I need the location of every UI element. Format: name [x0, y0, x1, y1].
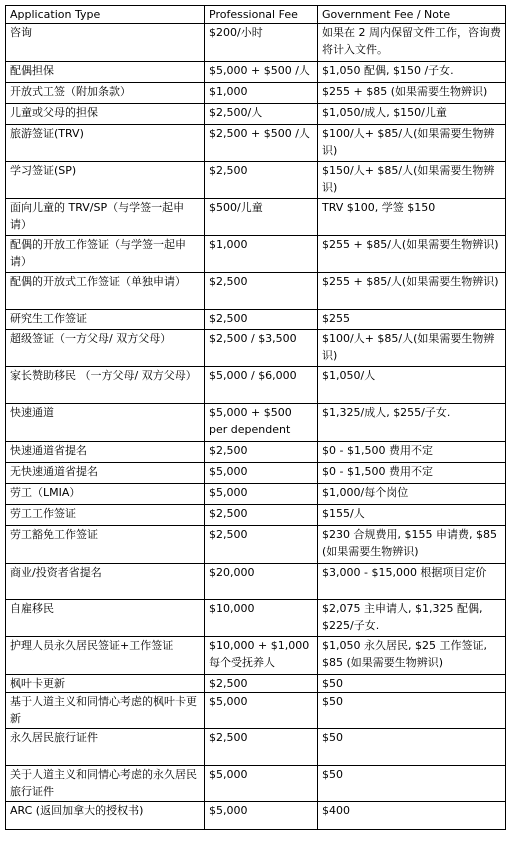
fee-table-body — [6, 24, 506, 830]
table-row — [6, 442, 506, 463]
application-type-cell: 研究生工作签证 — [6, 310, 205, 330]
government-fee-cell: $1,050 配偶, $150 /子女. — [318, 62, 506, 83]
application-type-cell: 咨询 — [6, 24, 205, 62]
application-type-cell: 关于人道主义和同情心考虑的永久居民旅行证件 — [6, 766, 205, 802]
application-type-cell: 快速通道省提名 — [6, 442, 205, 463]
header-application-type: Application Type — [6, 6, 205, 24]
professional-fee-cell: $2,500 — [205, 505, 318, 526]
professional-fee-cell: $1,000 — [205, 83, 318, 104]
government-fee-cell: $100/人+ $85/人(如果需要生物辨识) — [318, 330, 506, 367]
government-fee-cell: $50 — [318, 675, 506, 693]
table-row — [6, 104, 506, 125]
application-type-cell: 护理人员永久居民签证+工作签证 — [6, 637, 205, 675]
government-fee-cell: $50 — [318, 729, 506, 766]
professional-fee-cell: $5,000 + $500 /人 — [205, 62, 318, 83]
government-fee-cell: $1,325/成人, $255/子女. — [318, 404, 506, 442]
professional-fee-cell: $200/小时 — [205, 24, 318, 62]
fee-table-header — [6, 6, 506, 24]
professional-fee-cell: $20,000 — [205, 564, 318, 600]
application-type-cell: 劳工豁免工作签证 — [6, 526, 205, 564]
professional-fee-cell: $2,500 — [205, 526, 318, 564]
table-row — [6, 766, 506, 802]
table-row — [6, 526, 506, 564]
table-row — [6, 637, 506, 675]
table-row — [6, 273, 506, 310]
professional-fee-cell: $2,500 — [205, 675, 318, 693]
professional-fee-cell: $5,000 + $500 per dependent — [205, 404, 318, 442]
government-fee-cell: $255 + $85/人(如果需要生物辨识) — [318, 236, 506, 273]
government-fee-cell: $100/人+ $85/人(如果需要生物辨识) — [318, 125, 506, 162]
government-fee-cell: $2,075 主申请人, $1,325 配偶, $225/子女. — [318, 600, 506, 637]
application-type-cell: 劳工（LMIA） — [6, 484, 205, 505]
professional-fee-cell: $2,500 — [205, 729, 318, 766]
table-row — [6, 693, 506, 729]
table-row — [6, 505, 506, 526]
application-type-cell: 旅游签证(TRV) — [6, 125, 205, 162]
government-fee-cell: $3,000 - $15,000 根据项目定价 — [318, 564, 506, 600]
professional-fee-cell: $2,500 / $3,500 — [205, 330, 318, 367]
header-row — [6, 6, 506, 24]
government-fee-cell: $255 + $85/人(如果需要生物辨识) — [318, 273, 506, 310]
professional-fee-cell: $5,000 — [205, 766, 318, 802]
table-row — [6, 236, 506, 273]
government-fee-cell: TRV $100, 学签 $150 — [318, 199, 506, 236]
government-fee-cell: $150/人+ $85/人(如果需要生物辨识) — [318, 162, 506, 199]
table-row — [6, 310, 506, 330]
professional-fee-cell: $2,500 — [205, 310, 318, 330]
government-fee-cell: $255 — [318, 310, 506, 330]
table-row — [6, 675, 506, 693]
table-row — [6, 564, 506, 600]
government-fee-cell: $400 — [318, 802, 506, 830]
application-type-cell: 配偶的开放式工作签证（单独申请） — [6, 273, 205, 310]
professional-fee-cell: $10,000 + $1,000 每个受抚养人 — [205, 637, 318, 675]
header-government-fee: Government Fee / Note — [318, 6, 506, 24]
application-type-cell: 劳工工作签证 — [6, 505, 205, 526]
application-type-cell: ARC (返回加拿大的授权书) — [6, 802, 205, 830]
table-row — [6, 24, 506, 62]
table-row — [6, 404, 506, 442]
professional-fee-cell: $1,000 — [205, 236, 318, 273]
professional-fee-cell: $5,000 — [205, 463, 318, 484]
application-type-cell: 家长赞助移民 （一方父母/ 双方父母） — [6, 367, 205, 404]
professional-fee-cell: $2,500 — [205, 162, 318, 199]
government-fee-cell: $155/人 — [318, 505, 506, 526]
government-fee-cell: $0 - $1,500 费用不定 — [318, 442, 506, 463]
government-fee-cell: 如果在 2 周内保留文件工作，咨询费将计入文件。 — [318, 24, 506, 62]
application-type-cell: 永久居民旅行证件 — [6, 729, 205, 766]
application-type-cell: 超级签证（一方父母/ 双方父母） — [6, 330, 205, 367]
table-row — [6, 729, 506, 766]
table-row — [6, 802, 506, 830]
government-fee-cell: $50 — [318, 766, 506, 802]
application-type-cell: 基于人道主义和同情心考虑的枫叶卡更新 — [6, 693, 205, 729]
application-type-cell: 无快速通道省提名 — [6, 463, 205, 484]
table-row — [6, 330, 506, 367]
professional-fee-cell: $5,000 / $6,000 — [205, 367, 318, 404]
government-fee-cell: $1,050/人 — [318, 367, 506, 404]
application-type-cell: 面向儿童的 TRV/SP（与学签一起申请） — [6, 199, 205, 236]
government-fee-cell: $230 合规费用, $155 申请费, $85 (如果需要生物辨识) — [318, 526, 506, 564]
professional-fee-cell: $2,500/人 — [205, 104, 318, 125]
professional-fee-cell: $2,500 + $500 /人 — [205, 125, 318, 162]
application-type-cell: 枫叶卡更新 — [6, 675, 205, 693]
table-row — [6, 463, 506, 484]
table-row — [6, 83, 506, 104]
table-row — [6, 62, 506, 83]
professional-fee-cell: $2,500 — [205, 273, 318, 310]
professional-fee-cell: $2,500 — [205, 442, 318, 463]
professional-fee-cell: $5,000 — [205, 693, 318, 729]
application-type-cell: 学习签证(SP) — [6, 162, 205, 199]
application-type-cell: 开放式工签（附加条款） — [6, 83, 205, 104]
professional-fee-cell: $500/儿童 — [205, 199, 318, 236]
header-professional-fee: Professional Fee — [205, 6, 318, 24]
table-row — [6, 199, 506, 236]
application-type-cell: 配偶的开放工作签证（与学签一起申请） — [6, 236, 205, 273]
professional-fee-cell: $5,000 — [205, 802, 318, 830]
application-type-cell: 自雇移民 — [6, 600, 205, 637]
government-fee-cell: $1,000/每个岗位 — [318, 484, 506, 505]
application-type-cell: 商业/投资者省提名 — [6, 564, 205, 600]
table-row — [6, 162, 506, 199]
government-fee-cell: $50 — [318, 693, 506, 729]
fee-table — [5, 5, 506, 830]
application-type-cell: 儿童或父母的担保 — [6, 104, 205, 125]
government-fee-cell: $0 - $1,500 费用不定 — [318, 463, 506, 484]
government-fee-cell: $1,050 永久居民, $25 工作签证, $85 (如果需要生物辨识) — [318, 637, 506, 675]
table-row — [6, 367, 506, 404]
professional-fee-cell: $10,000 — [205, 600, 318, 637]
application-type-cell: 快速通道 — [6, 404, 205, 442]
table-row — [6, 484, 506, 505]
application-type-cell: 配偶担保 — [6, 62, 205, 83]
professional-fee-cell: $5,000 — [205, 484, 318, 505]
table-row — [6, 125, 506, 162]
government-fee-cell: $255 + $85 (如果需要生物辨识) — [318, 83, 506, 104]
table-row — [6, 600, 506, 637]
government-fee-cell: $1,050/成人, $150/儿童 — [318, 104, 506, 125]
